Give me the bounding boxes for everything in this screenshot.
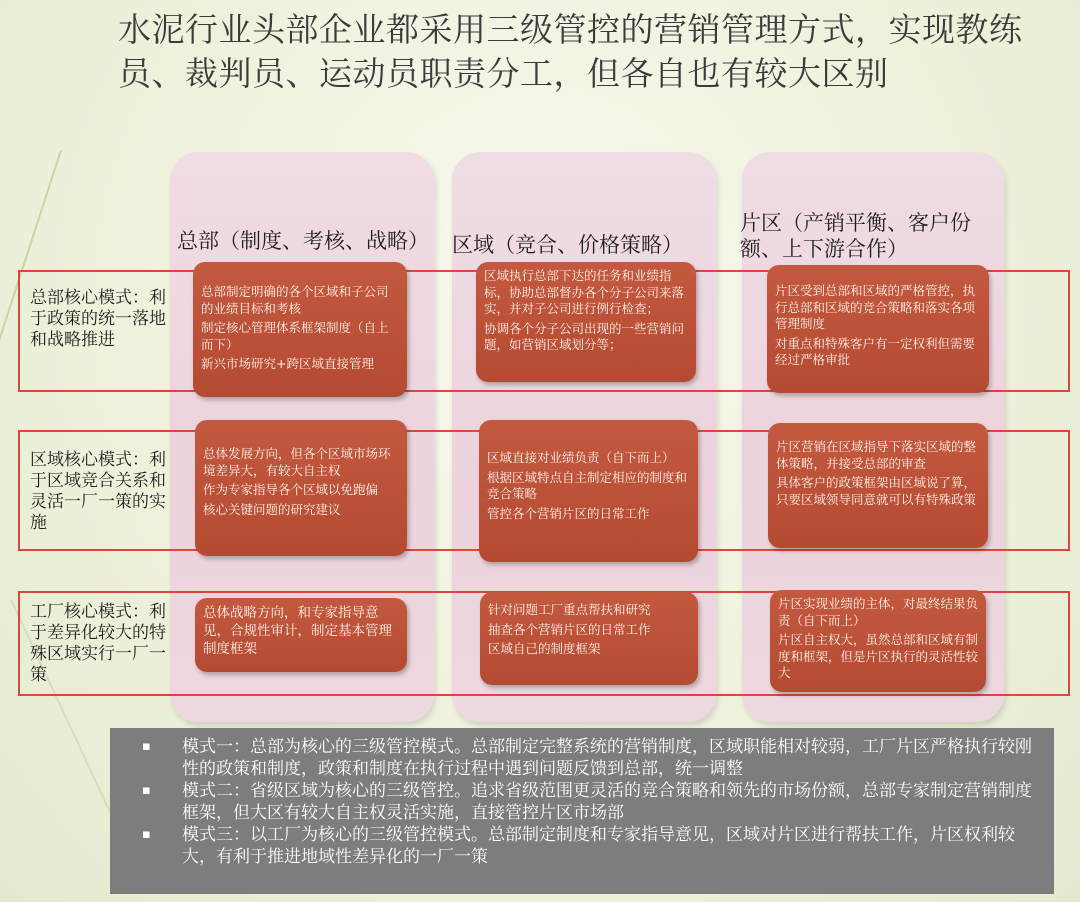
cell-text: 作为专家指导各个区域以免跑偏: [203, 482, 379, 497]
cell-hq-mode-hq: [193, 262, 407, 397]
bullet-icon: ▪: [142, 827, 151, 842]
cell-text: 根据区域特点自主制定相应的制度和竞合策略: [487, 469, 688, 501]
row-label-region-mode: 区域核心模式：利于区域竞合关系和灵活一厂一策的实施: [30, 450, 166, 533]
row-label-factory-mode: 工厂核心模式：利于差异化较大的特殊区域实行一厂一策: [30, 602, 166, 685]
cell-text: 片区自主权大，虽然总部和区域有制度和框架，但是片区执行的灵活性较大: [778, 632, 979, 680]
cell-text: 制定核心管理体系框架制度（自上而下）: [201, 320, 389, 352]
note-item: [142, 736, 1034, 780]
column-header-district: 片区（产销平衡、客户份额、上下游合作）: [740, 211, 971, 261]
cell-text: 具体客户的政策框架由区域说了算，只要区域领导同意就可以有特殊政策: [776, 475, 977, 507]
cell-hq-mode-district: [767, 265, 989, 393]
cell-text: 区域直接对业绩负责（自下而上）: [487, 450, 675, 465]
note-item: [142, 780, 1034, 824]
bullet-icon: ▪: [142, 739, 151, 754]
slide-title: 水泥行业头部企业都采用三级管控的营销管理方式，实现教练员、裁判员、运动员职责分工，但各自也有较大区别: [118, 10, 1023, 93]
cell-text: 总体战略方向，和专家指导意见，合规性审计，制定基本管理制度框架: [203, 605, 392, 657]
cell-text: 针对问题工厂重点帮扶和研究: [488, 602, 651, 617]
cell-text: 区域执行总部下达的任务和业绩指标，协助总部督办各个分子公司来落实，并对子公司进行例行检查；: [484, 268, 685, 316]
column-header-hq: 总部（制度、考核、战略）: [177, 229, 429, 253]
cell-text: 区域自己的制度框架: [488, 641, 601, 656]
cell-text: 片区营销在区域指导下落实区域的整体策略，并接受总部的审查: [776, 439, 977, 471]
note-text: 模式一：总部为核心的三级管控模式。总部制定完整系统的营销制度，区域职能相对较弱，工厂片区严格执行较刚性的政策和制度，政策和制度在执行过程中遇到问题反馈到总部，统一调整: [182, 737, 1032, 779]
notes-panel: [110, 728, 1054, 894]
cell-factory-mode-hq: [195, 598, 407, 672]
column-header-region: 区域（竞合、价格策略）: [452, 233, 683, 257]
cell-text: 对重点和特殊客户有一定权利但需要经过严格审批: [775, 335, 976, 367]
row-label-hq-mode: 总部核心模式：利于政策的统一落地和战略推进: [30, 288, 166, 350]
cell-region-mode-district: [768, 423, 988, 548]
cell-text: 新兴市场研究+跨区域直接管理: [201, 356, 374, 371]
note-text: 模式二：省级区域为核心的三级管控。追求省级范围更灵活的竞合策略和领先的市场份额，总部专家制定营销制度框架，但大区有较大自主权灵活实施，直接管控片区市场部: [182, 781, 1032, 823]
cell-text: 核心关键问题的研究建议: [203, 501, 341, 517]
cell-text: 总部制定明确的各个区域和子公司的业绩目标和考核: [201, 284, 389, 316]
cell-hq-mode-region: [476, 262, 696, 382]
note-text: 模式三：以工厂为核心的三级管控模式。总部制定制度和专家指导意见，区域对片区进行帮扶工作，片区权利较大，有利于推进地域性差异化的一厂一策: [182, 825, 1015, 867]
cell-text: 总体发展方向，但各个区域市场环境差异大，有较大自主权: [203, 446, 391, 478]
cell-factory-mode-district: [770, 590, 986, 692]
cell-region-mode-region: [479, 420, 698, 562]
cell-text: 片区实现业绩的主体，对最终结果负责（自下而上）: [778, 596, 979, 628]
cell-region-mode-hq: [195, 420, 407, 556]
cell-text: 抽查各个营销片区的日常工作: [488, 621, 651, 637]
bullet-icon: ▪: [142, 783, 151, 798]
cell-text: 协调各个分子公司出现的一些营销问题，如营销区域划分等；: [484, 320, 685, 352]
note-item: [142, 824, 1034, 868]
cell-text: 管控各个营销片区的日常工作: [487, 505, 650, 521]
cell-text: 片区受到总部和区域的严格管控，执行总部和区域的竞合策略和落实各项管理制度: [775, 283, 976, 331]
cell-factory-mode-region: [480, 592, 698, 685]
